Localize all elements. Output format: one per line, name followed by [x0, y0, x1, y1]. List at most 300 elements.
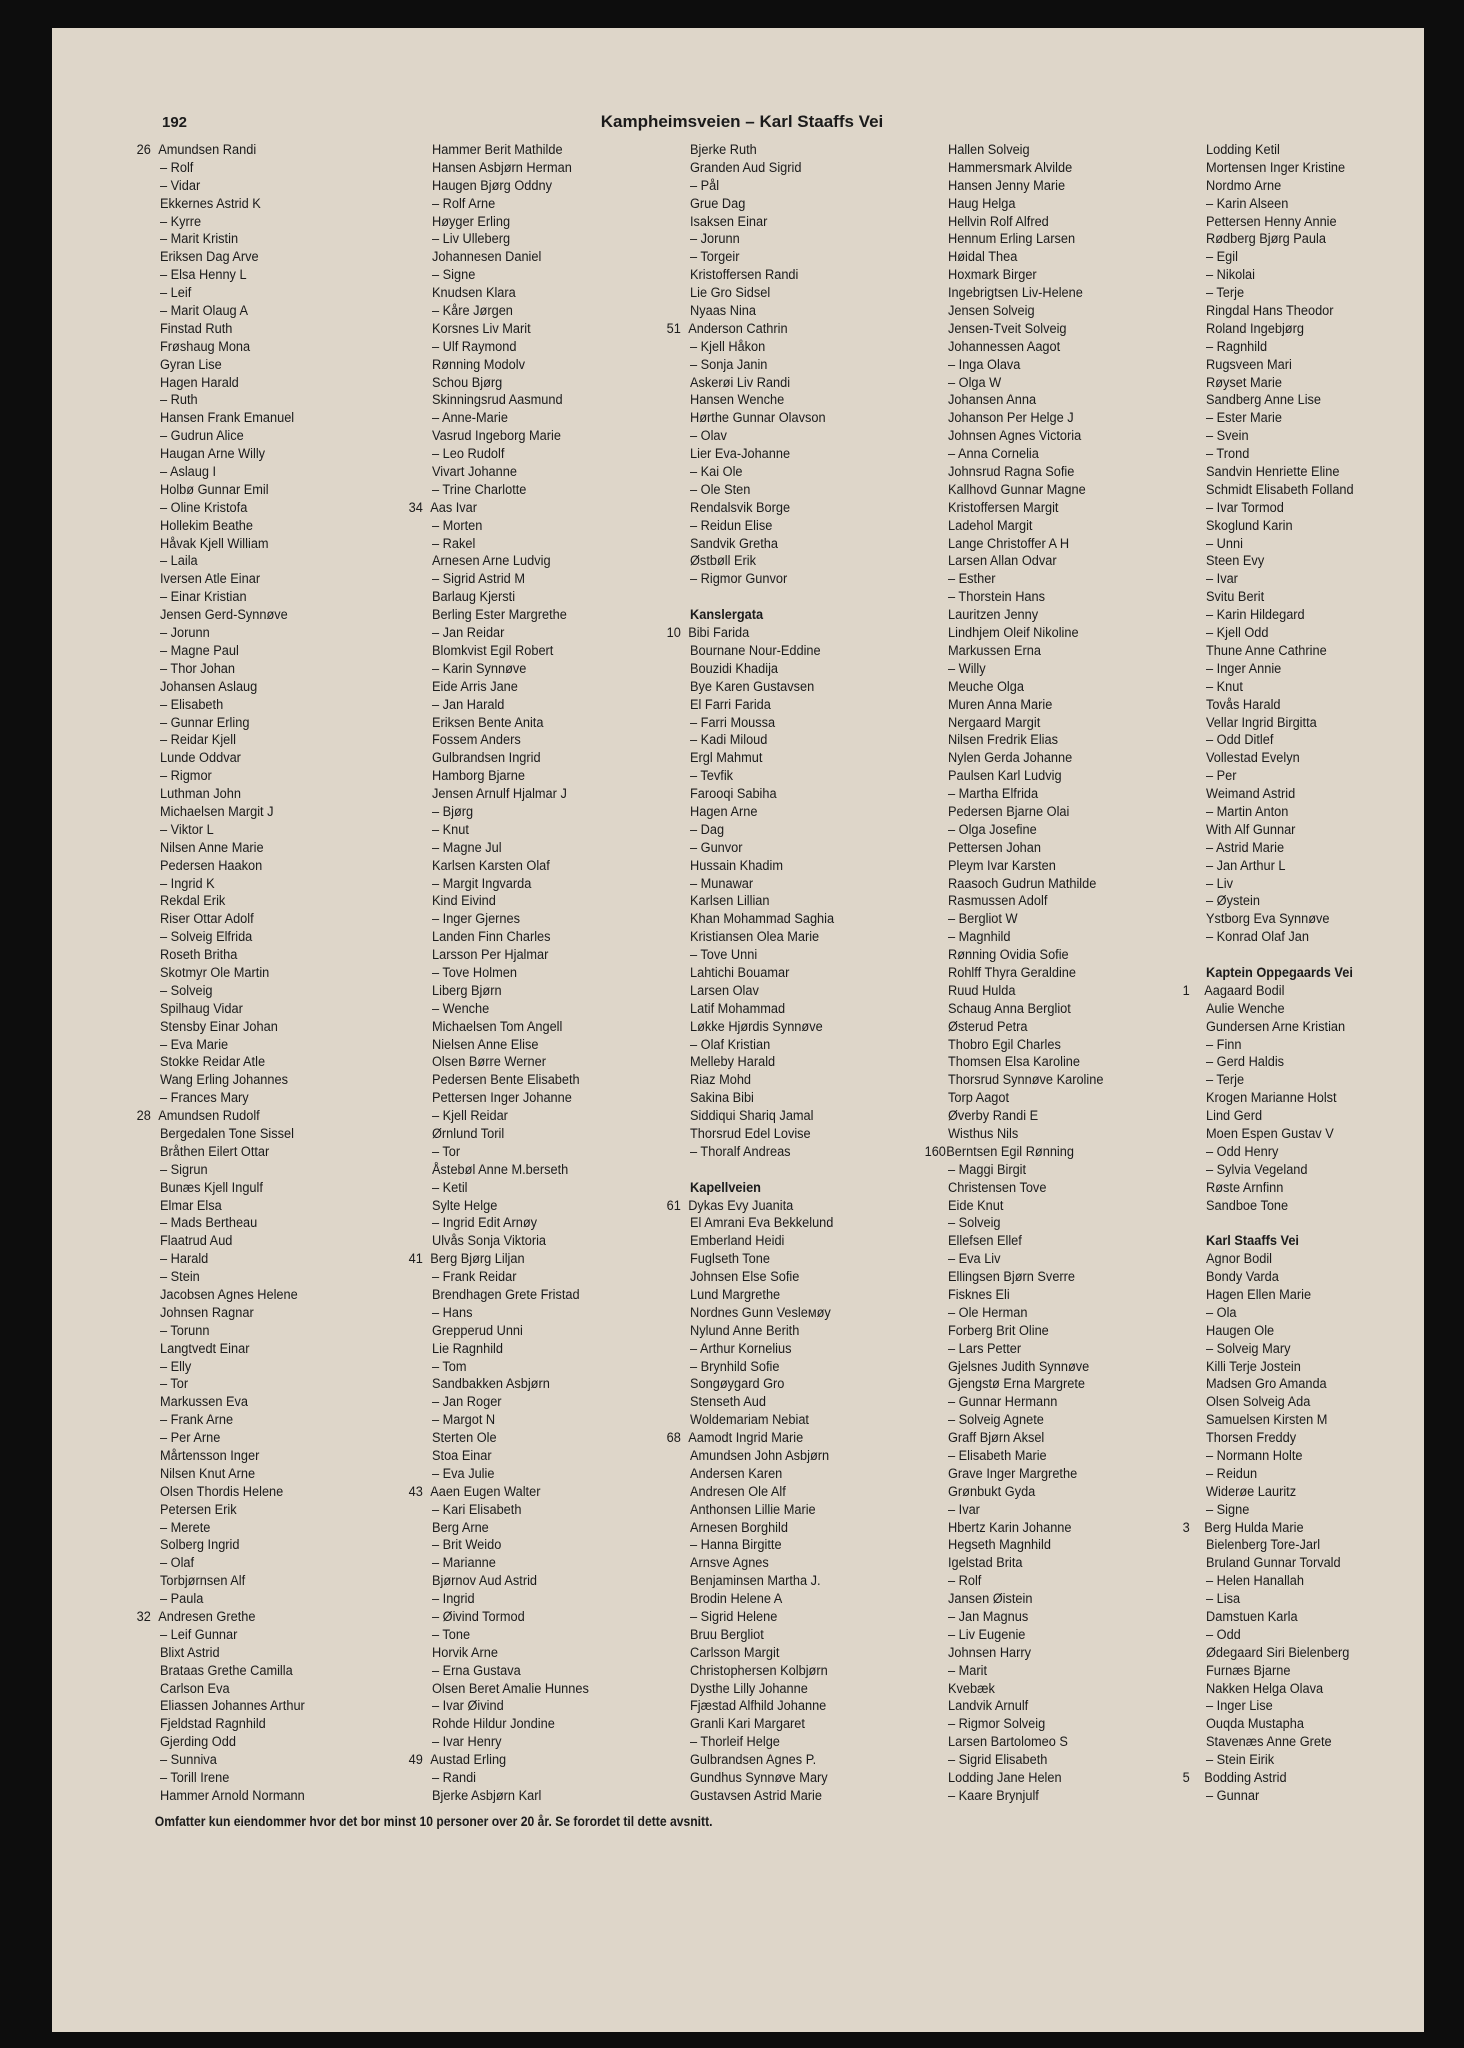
- resident-entry: – Elsa Henny L: [160, 267, 247, 284]
- resident-entry: Sterten Ole: [432, 1430, 497, 1447]
- resident-entry: Grønbukt Gyda: [948, 1483, 1036, 1500]
- resident-entry: Hansen Frank Emanuel: [160, 410, 295, 427]
- resident-entry: Iversen Atle Einar: [160, 571, 261, 588]
- resident-entry: – Terje: [1206, 1072, 1245, 1089]
- resident-entry: Hellvin Rolf Alfred: [948, 213, 1049, 230]
- resident-entry: Gundersen Arne Kristian: [1206, 1018, 1346, 1035]
- resident-entry: – Leo Rudolf: [432, 446, 505, 463]
- resident-entry: Johnsen Harry: [948, 1644, 1032, 1661]
- resident-entry: Hagen Arne: [690, 803, 758, 820]
- resident-entry: – Marit Kristin: [160, 231, 239, 248]
- resident-entry: Ergl Mahmut: [690, 750, 763, 767]
- column-2: [408, 142, 690, 1806]
- resident-entry: Emberland Heidi: [690, 1233, 785, 1250]
- resident-entry: – Liv Eugenie: [948, 1626, 1026, 1643]
- resident-entry: – Ulf Raymond: [432, 338, 517, 355]
- house-number: 34: [408, 499, 423, 516]
- resident-entry: Bruland Gunnar Torvald: [1206, 1555, 1341, 1572]
- resident-entry: – Jorunn: [160, 625, 210, 642]
- resident-entry: Nordnes Gunn Vesleмøy: [690, 1304, 831, 1321]
- resident-entry: – Elisabeth: [160, 696, 224, 713]
- resident-entry: – Finn: [1206, 1036, 1242, 1053]
- resident-entry: Pettersen Inger Johanne: [432, 1090, 572, 1107]
- resident-entry: Thomsen Elsa Karoline: [948, 1054, 1081, 1071]
- resident-entry: Ellefsen Ellef: [948, 1233, 1022, 1250]
- resident-entry: Lahtichi Bouamar: [690, 964, 790, 981]
- resident-entry: – Arthur Kornelius: [690, 1340, 792, 1357]
- resident-entry: Nielsen Anne Elise: [432, 1036, 539, 1053]
- resident-entry: Kallhovd Gunnar Magne: [948, 481, 1086, 498]
- resident-entry: – Olav: [690, 428, 727, 445]
- resident-entry: – Aslaug I: [160, 464, 217, 481]
- resident-entry: – Karin Hildegard: [1206, 607, 1305, 624]
- resident-entry: Hoxmark Birger: [948, 267, 1037, 284]
- resident-entry: – Nikolai: [1206, 267, 1255, 284]
- resident-entry: Rønning Ovidia Sofie: [948, 947, 1069, 964]
- resident-entry: Berling Ester Margrethe: [432, 607, 567, 624]
- resident-entry: – Egil: [1206, 249, 1238, 266]
- resident-entry: Agnor Bodil: [1206, 1251, 1273, 1268]
- resident-entry: – Thoralf Andreas: [690, 1143, 791, 1160]
- resident-entry: Bournane Nour-Eddine: [690, 642, 821, 659]
- resident-entry: Eliassen Johannes Arthur: [160, 1698, 305, 1715]
- resident-entry: Lind Gerd: [1206, 1108, 1263, 1125]
- resident-entry: – Magnhild: [948, 929, 1011, 946]
- resident-entry: Nilsen Knut Arne: [160, 1465, 256, 1482]
- resident-entry: Aulie Wenche: [1206, 1000, 1285, 1017]
- resident-entry: – Reidun Elise: [690, 517, 773, 534]
- column-4: [924, 142, 1206, 1806]
- resident-entry: Rohde Hildur Jondine: [432, 1716, 555, 1733]
- resident-entry: – Einar Kristian: [160, 589, 247, 606]
- resident-entry: Skinningsrud Aasmund: [432, 392, 563, 409]
- resident-entry: Berg Arne: [432, 1519, 489, 1536]
- resident-entry: Nilsen Anne Marie: [160, 839, 264, 856]
- resident-entry: 28 Amundsen Rudolf: [136, 1108, 260, 1125]
- resident-entry: Riaz Mohd: [690, 1072, 752, 1089]
- resident-entry: Larsen Olav: [690, 982, 759, 999]
- resident-entry: Høidal Thea: [948, 249, 1018, 266]
- resident-entry: Lauritzen Jenny: [948, 607, 1039, 624]
- resident-entry: – Thorstein Hans: [948, 589, 1046, 606]
- resident-entry: – Inga Olava: [948, 356, 1021, 373]
- resident-entry: – Rakel: [432, 535, 476, 552]
- resident-entry: Johnsrud Ragna Sofie: [948, 464, 1075, 481]
- resident-entry: Ringdal Hans Theodor: [1206, 303, 1334, 320]
- resident-entry: Haugen Bjørg Oddny: [432, 177, 552, 194]
- resident-entry: Sandboe Tone: [1206, 1197, 1289, 1214]
- resident-entry: – Eva Liv: [948, 1251, 1001, 1268]
- resident-entry: Roseth Britha: [160, 947, 238, 964]
- resident-entry: Kvebæk: [948, 1680, 995, 1697]
- resident-entry: Markussen Eva: [160, 1394, 249, 1411]
- resident-entry: Bjørnov Aud Astrid: [432, 1573, 538, 1590]
- resident-entry: Skotmyr Ole Martin: [160, 964, 270, 981]
- resident-entry: With Alf Gunnar: [1206, 821, 1296, 838]
- resident-entry: Hegseth Magnhild: [948, 1537, 1051, 1554]
- resident-entry: – Gerd Haldis: [1206, 1054, 1285, 1071]
- resident-entry: Brodin Helene A: [690, 1591, 783, 1608]
- resident-entry: – Odd: [1206, 1626, 1241, 1643]
- resident-entry: Korsnes Liv Marit: [432, 320, 531, 337]
- resident-entry: Holbø Gunnar Emil: [160, 481, 269, 498]
- resident-entry: – Marianne: [432, 1555, 496, 1572]
- resident-entry: Nylund Anne Berith: [690, 1322, 800, 1339]
- resident-entry: – Ingrid Edit Arnøy: [432, 1215, 538, 1232]
- resident-entry: – Solveig Agnete: [948, 1412, 1044, 1429]
- resident-entry: Bråthen Eilert Ottar: [160, 1143, 270, 1160]
- resident-entry: Gulbrandsen Ingrid: [432, 750, 541, 767]
- resident-entry: Elmar Elsa: [160, 1197, 222, 1214]
- resident-entry: Hallen Solveig: [948, 142, 1030, 158]
- resident-entry: Gjengstø Erna Margrete: [948, 1376, 1085, 1393]
- resident-entry: Johannessen Aagot: [948, 338, 1061, 355]
- resident-entry: Carlsson Margit: [690, 1644, 780, 1661]
- resident-entry: Vivart Johanne: [432, 464, 517, 481]
- resident-entry: Thune Anne Cathrine: [1206, 642, 1327, 659]
- resident-entry: Johnsen Agnes Victoria: [948, 428, 1082, 445]
- resident-entry: Bergedalen Tone Sissel: [160, 1125, 294, 1142]
- resident-entry: Hbertz Karin Johanne: [948, 1519, 1072, 1536]
- resident-entry: – Merete: [160, 1519, 211, 1536]
- resident-entry: 26 Amundsen Randi: [136, 142, 257, 158]
- resident-entry: – Rolf: [160, 159, 194, 176]
- resident-entry: 68 Aamodt Ingrid Marie: [666, 1430, 804, 1447]
- resident-entry: Lier Eva-Johanne: [690, 446, 791, 463]
- resident-entry: – Tor: [160, 1376, 189, 1393]
- resident-entry: – Maggi Birgit: [948, 1161, 1027, 1178]
- resident-entry: Bouzidi Khadija: [690, 660, 779, 677]
- resident-entry: Blixt Astrid: [160, 1644, 220, 1661]
- resident-entry: Widerøe Lauritz: [1206, 1483, 1297, 1500]
- resident-entry: – Gudrun Alice: [160, 428, 244, 445]
- resident-entry: Muren Anna Marie: [948, 696, 1053, 713]
- resident-entry: Rugsveen Mari: [1206, 356, 1292, 373]
- resident-entry: Olsen Beret Amalie Hunnes: [432, 1680, 589, 1697]
- resident-entry: Graff Bjørn Aksel: [948, 1430, 1045, 1447]
- house-number: 3: [1182, 1519, 1190, 1536]
- resident-entry: – Magne Paul: [160, 642, 239, 659]
- resident-entry: Askerøi Liv Randi: [690, 374, 791, 391]
- resident-entry: Kristiansen Olea Marie: [690, 929, 820, 946]
- column-5: [1182, 142, 1464, 1806]
- resident-entry: Christensen Tove: [948, 1179, 1047, 1196]
- resident-entry: Meuche Olga: [948, 678, 1024, 695]
- resident-entry: Blomkvist Egil Robert: [432, 642, 554, 659]
- page-title: Kampheimsveien – Karl Staaffs Vei: [600, 112, 884, 131]
- resident-entry: Olsen Solveig Ada: [1206, 1394, 1311, 1411]
- resident-entry: – Ingrid K: [160, 875, 215, 892]
- resident-entry: Bjerke Ruth: [690, 142, 757, 158]
- resident-entry: Bielenberg Tore-Jarl: [1206, 1537, 1321, 1554]
- resident-entry: – Willy: [948, 660, 986, 677]
- resident-entry: Haug Helga: [948, 195, 1016, 212]
- resident-entry: Hammer Berit Mathilde: [432, 142, 563, 158]
- resident-entry: – Ketil: [432, 1179, 468, 1196]
- resident-entry: Ladehol Margit: [948, 517, 1033, 534]
- resident-entry: – Ole Sten: [690, 481, 751, 498]
- resident-entry: – Eva Marie: [160, 1036, 229, 1053]
- resident-entry: – Ivar Henry: [432, 1734, 502, 1751]
- resident-entry: Thorsen Freddy: [1206, 1430, 1297, 1447]
- resident-entry: – Tove Holmen: [432, 964, 517, 981]
- directory-columns: [108, 142, 1376, 1806]
- resident-entry: – Gunnar Hermann: [948, 1394, 1058, 1411]
- resident-entry: – Jan Reidar: [432, 625, 505, 642]
- page-header: [108, 112, 1376, 142]
- resident-entry: – Kjell Odd: [1206, 625, 1269, 642]
- resident-entry: – Stein: [160, 1269, 200, 1286]
- resident-entry: Gjelsnes Judith Synnøve: [948, 1358, 1090, 1375]
- resident-entry: Sandvik Gretha: [690, 535, 779, 552]
- resident-entry: – Magne Jul: [432, 839, 502, 856]
- resident-entry: – Kyrre: [160, 213, 202, 230]
- resident-entry: 41 Berg Bjørg Liljan: [408, 1251, 525, 1268]
- resident-entry: – Inger Gjernes: [432, 911, 521, 928]
- resident-entry: El Amrani Eva Bekkelund: [690, 1215, 834, 1232]
- resident-entry: Brataas Grethe Camilla: [160, 1662, 293, 1679]
- resident-entry: Åstebøl Anne M.berseth: [432, 1161, 569, 1178]
- house-number: 26: [136, 142, 151, 158]
- resident-entry: Farooqi Sabiha: [690, 786, 777, 803]
- resident-entry: – Sigrid Astrid M: [432, 571, 525, 588]
- resident-entry: Paulsen Karl Ludvig: [948, 768, 1062, 785]
- resident-entry: 61 Dykas Evy Juanita: [666, 1197, 794, 1214]
- resident-entry: Fjeldstad Ragnhild: [160, 1716, 266, 1733]
- resident-entry: Stensby Einar Johan: [160, 1018, 278, 1035]
- resident-entry: – Normann Holte: [1206, 1448, 1303, 1465]
- resident-entry: – Jorunn: [690, 231, 740, 248]
- resident-entry: Landen Finn Charles: [432, 929, 551, 946]
- resident-entry: Nyaas Nina: [690, 303, 757, 320]
- resident-entry: Lange Christoffer A H: [948, 535, 1070, 552]
- resident-entry: Gundhus Synnøve Mary: [690, 1770, 828, 1787]
- resident-entry: Markussen Erna: [948, 642, 1041, 659]
- resident-entry: Lie Ragnhild: [432, 1340, 504, 1357]
- resident-entry: Landvik Arnulf: [948, 1698, 1029, 1715]
- resident-entry: 3 Berg Hulda Marie: [1182, 1519, 1304, 1536]
- resident-entry: – Rolf: [948, 1573, 982, 1590]
- resident-entry: – Tevfik: [690, 768, 734, 785]
- resident-entry: Finstad Ruth: [160, 320, 233, 337]
- resident-entry: 34 Aas Ivar: [408, 499, 478, 516]
- resident-entry: Vollestad Evelyn: [1206, 750, 1300, 767]
- resident-entry: Vellar Ingrid Birgitta: [1206, 714, 1317, 731]
- resident-entry: Grue Dag: [690, 195, 746, 212]
- resident-entry: – Morten: [432, 517, 483, 534]
- resident-entry: – Jan Arthur L: [1206, 857, 1286, 874]
- resident-entry: – Harald: [160, 1251, 209, 1268]
- house-number: 28: [136, 1108, 151, 1125]
- resident-entry: Gjerding Odd: [160, 1734, 236, 1751]
- resident-entry: – Reidar Kjell: [160, 732, 236, 749]
- resident-entry: Sandvin Henriette Eline: [1206, 464, 1340, 481]
- resident-entry: – Erna Gustava: [432, 1662, 521, 1679]
- resident-entry: Madsen Gro Amanda: [1206, 1376, 1327, 1393]
- resident-entry: – Ruth: [160, 392, 198, 409]
- resident-entry: Barlaug Kjersti: [432, 589, 516, 606]
- resident-entry: – Tove Unni: [690, 947, 758, 964]
- resident-entry: Thorsrud Edel Lovise: [690, 1125, 811, 1142]
- resident-entry: Pettersen Johan: [948, 839, 1041, 856]
- resident-entry: Thobro Egil Charles: [948, 1036, 1061, 1053]
- resident-entry: Jensen-Tveit Solveig: [948, 320, 1067, 337]
- resident-entry: – Elly: [160, 1358, 192, 1375]
- resident-entry: Løkke Hjørdis Synnøve: [690, 1018, 823, 1035]
- resident-entry: – Sigrid Elisabeth: [948, 1752, 1048, 1769]
- resident-entry: – Liv Ulleberg: [432, 231, 511, 248]
- resident-entry: – Martin Anton: [1206, 803, 1289, 820]
- resident-entry: Steen Evy: [1206, 553, 1265, 570]
- resident-entry: Anthonsen Lillie Marie: [690, 1501, 816, 1518]
- resident-entry: – Wenche: [432, 1000, 490, 1017]
- resident-entry: – Kai Ole: [690, 464, 743, 481]
- resident-entry: Stenseth Aud: [690, 1394, 766, 1411]
- resident-entry: – Anne-Marie: [432, 410, 508, 427]
- resident-entry: Andresen Ole Alf: [690, 1483, 786, 1500]
- resident-entry: Brendhagen Grete Fristad: [432, 1287, 580, 1303]
- resident-entry: Bye Karen Gustavsen: [690, 678, 815, 695]
- house-number: 1: [1182, 982, 1190, 999]
- resident-entry: Kristoffersen Margit: [948, 499, 1059, 516]
- resident-entry: – Per: [1206, 768, 1237, 785]
- resident-entry: Bruu Bergliot: [690, 1626, 764, 1643]
- resident-entry: – Olga W: [948, 374, 1002, 391]
- resident-entry: – Unni: [1206, 535, 1243, 552]
- resident-entry: – Olaf Kristian: [690, 1036, 771, 1053]
- resident-entry: Karlsen Lillian: [690, 893, 770, 910]
- resident-entry: – Hanna Birgitte: [690, 1537, 782, 1554]
- resident-entry: Ruud Hulda: [948, 982, 1016, 999]
- resident-entry: Ulvås Sonja Viktoria: [432, 1233, 547, 1250]
- resident-entry: – Torgeir: [690, 249, 740, 266]
- spacer: [1206, 947, 1438, 965]
- resident-entry: – Ola: [1206, 1304, 1237, 1321]
- house-number: 49: [408, 1752, 423, 1769]
- resident-entry: 160Berntsen Egil Rønning: [924, 1143, 1074, 1160]
- resident-entry: Rødberg Bjørg Paula: [1206, 231, 1326, 248]
- resident-entry: – Laila: [160, 553, 198, 570]
- resident-entry: – Liv: [1206, 875, 1233, 892]
- resident-entry: 5 Bodding Astrid: [1182, 1770, 1287, 1787]
- resident-entry: – Helen Hanallah: [1206, 1573, 1304, 1590]
- resident-entry: 51 Anderson Cathrin: [666, 320, 788, 337]
- resident-entry: Østerud Petra: [948, 1018, 1028, 1035]
- resident-entry: – Margot N: [432, 1412, 496, 1429]
- resident-entry: – Frank Arne: [160, 1412, 234, 1429]
- resident-entry: – Ivar Tormod: [1206, 499, 1284, 516]
- resident-entry: Vasrud Ingeborg Marie: [432, 428, 561, 445]
- resident-entry: – Rolf Arne: [432, 195, 496, 212]
- resident-entry: – Gunnar Erling: [160, 714, 250, 731]
- resident-entry: Granli Kari Margaret: [690, 1716, 805, 1733]
- resident-entry: Latif Mohammad: [690, 1000, 786, 1017]
- resident-entry: – Tom: [432, 1358, 467, 1375]
- resident-entry: Ørnlund Toril: [432, 1125, 505, 1142]
- resident-entry: Hagen Harald: [160, 374, 239, 391]
- resident-entry: Stokke Reidar Atle: [160, 1054, 266, 1071]
- resident-entry: Benjaminsen Martha J.: [690, 1573, 821, 1590]
- resident-entry: Pedersen Bjarne Olai: [948, 803, 1070, 820]
- resident-entry: Khan Mohammad Saghia: [690, 911, 835, 928]
- resident-entry: Sylte Helge: [432, 1197, 498, 1214]
- resident-entry: Sandbakken Asbjørn: [432, 1376, 550, 1393]
- resident-entry: Tovås Harald: [1206, 696, 1281, 713]
- resident-entry: Ystborg Eva Synnøve: [1206, 911, 1330, 928]
- resident-entry: – Svein: [1206, 428, 1249, 445]
- house-number: 10: [666, 625, 681, 642]
- resident-entry: Hennum Erling Larsen: [948, 231, 1076, 248]
- resident-entry: Jensen Arnulf Hjalmar J: [432, 786, 567, 803]
- resident-entry: – Munawar: [690, 875, 754, 892]
- resident-entry: – Lars Petter: [948, 1340, 1022, 1357]
- resident-entry: Pleym Ivar Karsten: [948, 857, 1056, 874]
- resident-entry: Lodding Ketil: [1206, 142, 1280, 158]
- resident-entry: Bjerke Asbjørn Karl: [432, 1787, 542, 1804]
- resident-entry: Olsen Børre Werner: [432, 1054, 547, 1071]
- resident-entry: Lund Margrethe: [690, 1287, 781, 1303]
- resident-entry: – Margit Ingvarda: [432, 875, 532, 892]
- directory-page: [52, 28, 1424, 2032]
- resident-entry: – Farri Moussa: [690, 714, 776, 731]
- resident-entry: Rasmussen Adolf: [948, 893, 1048, 910]
- resident-entry: Jacobsen Agnes Helene: [160, 1287, 298, 1303]
- resident-entry: Pedersen Haakon: [160, 857, 263, 874]
- resident-entry: – Oline Kristofa: [160, 499, 248, 516]
- resident-entry: – Odd Henry: [1206, 1143, 1279, 1160]
- resident-entry: Roland Ingebjørg: [1206, 320, 1304, 337]
- resident-entry: Hagen Ellen Marie: [1206, 1287, 1312, 1303]
- resident-entry: – Karin Synnøve: [432, 660, 527, 677]
- resident-entry: Songøygard Gro: [690, 1376, 785, 1393]
- resident-entry: – Inger Annie: [1206, 660, 1282, 677]
- house-number: 160: [924, 1143, 946, 1160]
- resident-entry: Hammersmark Alvilde: [948, 159, 1073, 176]
- resident-entry: – Frank Reidar: [432, 1269, 517, 1286]
- resident-entry: Rendalsvik Borge: [690, 499, 791, 516]
- resident-entry: Raasoch Gudrun Mathilde: [948, 875, 1097, 892]
- resident-entry: Kind Eivind: [432, 893, 496, 910]
- resident-entry: – Martha Elfrida: [948, 786, 1039, 803]
- resident-entry: Stavenæs Anne Grete: [1206, 1734, 1332, 1751]
- resident-entry: – Marit Olaug A: [160, 303, 249, 320]
- resident-entry: Jensen Solveig: [948, 303, 1035, 320]
- resident-entry: – Terje: [1206, 285, 1245, 302]
- resident-entry: Liberg Bjørn: [432, 982, 502, 999]
- resident-entry: – Solveig: [160, 982, 213, 999]
- resident-entry: – Trine Charlotte: [432, 481, 527, 498]
- resident-entry: Johansen Anna: [948, 392, 1037, 409]
- resident-entry: Fjæstad Alfhild Johanne: [690, 1698, 827, 1715]
- resident-entry: – Signe: [1206, 1501, 1250, 1518]
- resident-entry: Lie Gro Sidsel: [690, 285, 771, 302]
- resident-entry: – Leif Gunnar: [160, 1626, 238, 1643]
- resident-entry: – Odd Ditlef: [1206, 732, 1274, 749]
- resident-entry: Nilsen Fredrik Elias: [948, 732, 1058, 749]
- resident-entry: Rohlff Thyra Geraldine: [948, 964, 1076, 981]
- resident-entry: Nordmo Arne: [1206, 177, 1282, 194]
- resident-entry: – Marit: [948, 1662, 988, 1679]
- resident-entry: Lunde Oddvar: [160, 750, 241, 767]
- resident-entry: – Rigmor Solveig: [948, 1716, 1046, 1733]
- resident-entry: – Kjell Reidar: [432, 1108, 508, 1125]
- resident-entry: Arnesen Arne Ludvig: [432, 553, 551, 570]
- resident-entry: Lindhjem Oleif Nikoline: [948, 625, 1079, 642]
- resident-entry: – Øivind Tormod: [432, 1609, 525, 1626]
- resident-entry: Stoa Einar: [432, 1448, 492, 1465]
- resident-entry: – Sunniva: [160, 1752, 217, 1769]
- resident-entry: – Rigmor: [160, 768, 212, 785]
